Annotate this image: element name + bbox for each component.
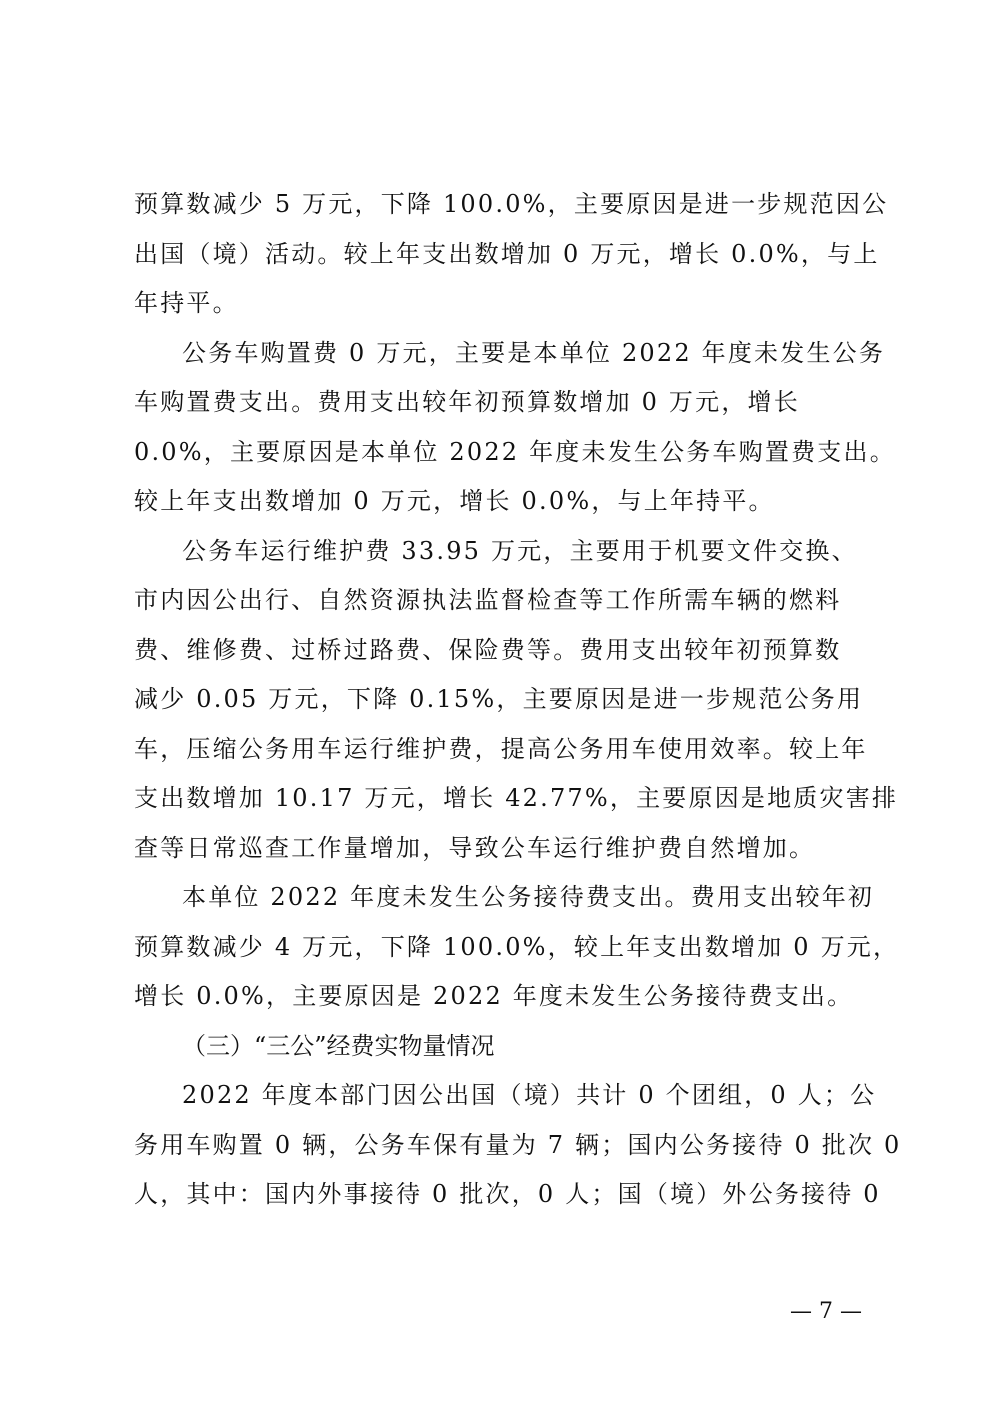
text-line: 查等日常巡查工作量增加，导致公车运行维护费自然增加。: [134, 833, 816, 862]
paragraph-vehicle-purchase: [134, 329, 896, 527]
text-line: 市内因公出行、自然资源执法监督检查等工作所需车辆的燃料: [134, 586, 842, 614]
text-line: 出国（境）活动。较上年支出数增加 0 万元，增长 0.0%，与上: [134, 239, 880, 268]
text-line: 增长 0.0%，主要原因是 2022 年度未发生公务接待费支出。: [134, 982, 854, 1010]
text-line: 0.0%，主要原因是本单位 2022 年度未发生公务车购置费支出。: [134, 437, 896, 466]
paragraph-reception: [134, 873, 900, 1022]
page-number: — 7 —: [790, 1299, 862, 1324]
text-line: 车购置费支出。费用支出较年初预算数增加 0 万元，增长: [134, 388, 800, 416]
text-line: 费、维修费、过桥过路费、保险费等。费用支出较年初预算数: [134, 635, 842, 664]
section-heading: （三）“三公”经费实物量情况: [182, 1031, 495, 1060]
text-line: 预算数减少 5 万元，下降 100.0%，主要原因是进一步规范因公: [134, 190, 889, 218]
text-line: 较上年支出数增加 0 万元，增长 0.0%，与上年持平。: [134, 487, 775, 515]
paragraph-foreign-travel-continued: [134, 180, 889, 329]
paragraph-vehicle-maintenance: [134, 527, 899, 874]
text-line: 本单位 2022 年度未发生公务接待费支出。费用支出较年初: [182, 883, 875, 911]
text-line: 支出数增加 10.17 万元，增长 42.77%，主要原因是地质灾害排: [134, 784, 899, 812]
text-line: 务用车购置 0 辆，公务车保有量为 7 辆；国内公务接待 0 批次 0: [134, 1130, 902, 1159]
paragraph-physical-quantities: [134, 1071, 902, 1220]
text-line: 公务车运行维护费 33.95 万元，主要用于机要文件交换、: [182, 536, 858, 565]
text-line: 车，压缩公务用车运行维护费，提高公务用车使用效率。较上年: [134, 734, 868, 763]
text-line: 公务车购置费 0 万元，主要是本单位 2022 年度未发生公务: [182, 338, 886, 367]
text-line: 年持平。: [134, 289, 239, 317]
text-line: 预算数减少 4 万元，下降 100.0%，较上年支出数增加 0 万元，: [134, 932, 900, 961]
text-line: 人，其中：国内外事接待 0 批次，0 人；国（境）外公务接待 0: [134, 1180, 881, 1208]
text-line: 减少 0.05 万元，下降 0.15%，主要原因是进一步规范公务用: [134, 685, 864, 713]
document-body: [134, 180, 902, 1220]
text-line: 2022 年度本部门因公出国（境）共计 0 个团组，0 人；公: [182, 1081, 877, 1109]
